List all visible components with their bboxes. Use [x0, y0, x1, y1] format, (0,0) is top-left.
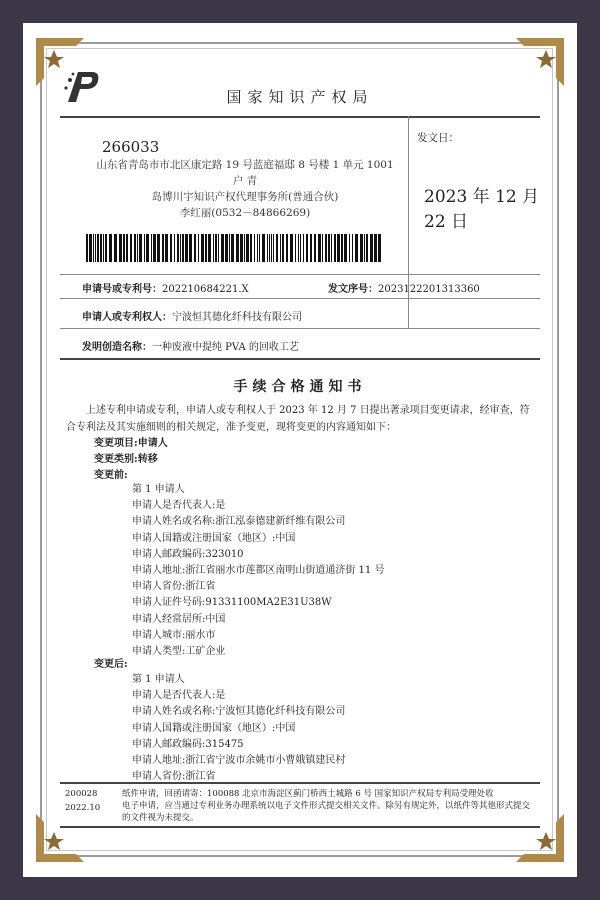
issue-date-label: 发文日： [417, 132, 459, 144]
form-code: 200028 [65, 789, 98, 799]
invention-title [82, 338, 299, 353]
address-line: 李红丽(0532－84866269) [179, 207, 311, 219]
postal-code: 266033 [102, 138, 160, 156]
change-detail-line: 申请人证件号码:91331100MA2E31U38W [132, 597, 332, 609]
invention-title-label: 发明创造名称： [82, 342, 152, 353]
change-detail-line: 申请人省份:浙江省 [132, 771, 216, 783]
change-type [94, 450, 158, 465]
change-detail-line: 申请人国籍或注册国家（地区）:中国 [132, 722, 296, 734]
footer-electronic-note: 电子申请，应当通过专利业务办理系统以电子文件形式提交相关文件。除另有规定外，以纸件等其他形式提交的文件视为未提交。 [122, 801, 531, 823]
change-detail-line: 申请人姓名或名称:浙江泓泰德建新纤维有限公司 [132, 516, 346, 528]
change-detail-line: 申请人城市:丽水市 [132, 629, 216, 641]
issue-date: 2023 年 12 月 22 日 [424, 187, 540, 232]
footer-rule [60, 782, 540, 784]
change-detail-line: 第 1 申请人 [132, 484, 185, 495]
header-rule [60, 116, 540, 118]
applicant [82, 308, 302, 323]
application-number-value: 202210684221.X [162, 284, 249, 295]
change-type-value: 转移 [137, 454, 158, 465]
serial-number [328, 280, 480, 295]
before-label: 变更前: [94, 470, 128, 481]
applicant-label: 申请人或专利权人： [82, 312, 172, 323]
change-detail-line: 申请人经常居所:中国 [132, 613, 226, 625]
change-detail-line: 申请人国籍或注册国家（地区）:中国 [132, 532, 296, 544]
address-line: 岛博川宇知识产权代理事务所(普通合伙) [151, 191, 339, 203]
change-detail-line: 申请人类型:工矿企业 [132, 646, 226, 657]
notice-body: 上述专利申请或专利，申请人或专利权人于 2023 年 12 月 7 日提出著录项目变更请求，经审查，符合专利法及其实施细则的相关规定，准予变更，现将变更的内容通知如下： [66, 405, 530, 433]
after-label: 变更后: [94, 659, 128, 670]
barcode [86, 234, 382, 262]
applicant-value: 宁波恒其德化纤科技有限公司 [172, 312, 302, 323]
footer-bottom-rule [60, 826, 540, 828]
address-line: 山东省青岛市市北区康定路 19 号蓝庭福邸 8 号楼 1 单元 1001 户 青 [96, 159, 394, 187]
change-item-value: 申请人 [137, 438, 168, 449]
change-detail-line: 申请人是否代表人:是 [132, 500, 226, 512]
field-rule [60, 358, 540, 360]
change-detail-line: 申请人姓名或名称:宁波恒其德化纤科技有限公司 [132, 706, 346, 718]
invention-title-value: 一种废液中提纯 PVA 的回收工艺 [152, 342, 299, 353]
serial-number-label: 发文序号： [328, 284, 378, 295]
change-item [94, 434, 168, 449]
application-number [82, 280, 249, 295]
change-detail-line: 申请人省份:浙江省 [132, 581, 216, 593]
notice-title: 手续合格通知书 [233, 379, 367, 395]
change-item-label: 变更项目: [94, 438, 138, 449]
change-detail-line: 申请人地址:浙江省丽水市莲都区南明山街道通济街 11 号 [132, 565, 385, 576]
form-date: 2022.10 [65, 803, 101, 813]
header-divider [408, 116, 409, 328]
change-detail-line: 申请人是否代表人:是 [132, 690, 226, 702]
serial-number-value: 2023122201313360 [378, 284, 480, 295]
application-number-label: 申请号或专利号： [82, 284, 162, 295]
field-rule [60, 298, 540, 299]
field-rule [60, 274, 540, 275]
notice-document [60, 58, 540, 838]
office-title: 国家知识产权局 [226, 88, 374, 106]
change-detail-line: 申请人邮政编码:323010 [132, 548, 244, 560]
change-detail-line: 第 1 申请人 [132, 674, 185, 685]
footer-mail-note: 纸件申请，回函请寄：100088 北京市海淀区蓟门桥西土城路 6 号 国家知识产权局专利局受理处收 [122, 789, 494, 799]
field-rule [60, 328, 540, 329]
recipient-address [90, 157, 400, 221]
change-detail-line: 申请人邮政编码:315475 [132, 738, 244, 750]
change-detail-line: 申请人地址:浙江省宁波市余姚市小曹娥镇建民村 [132, 755, 346, 766]
change-type-label: 变更类别: [94, 454, 138, 465]
